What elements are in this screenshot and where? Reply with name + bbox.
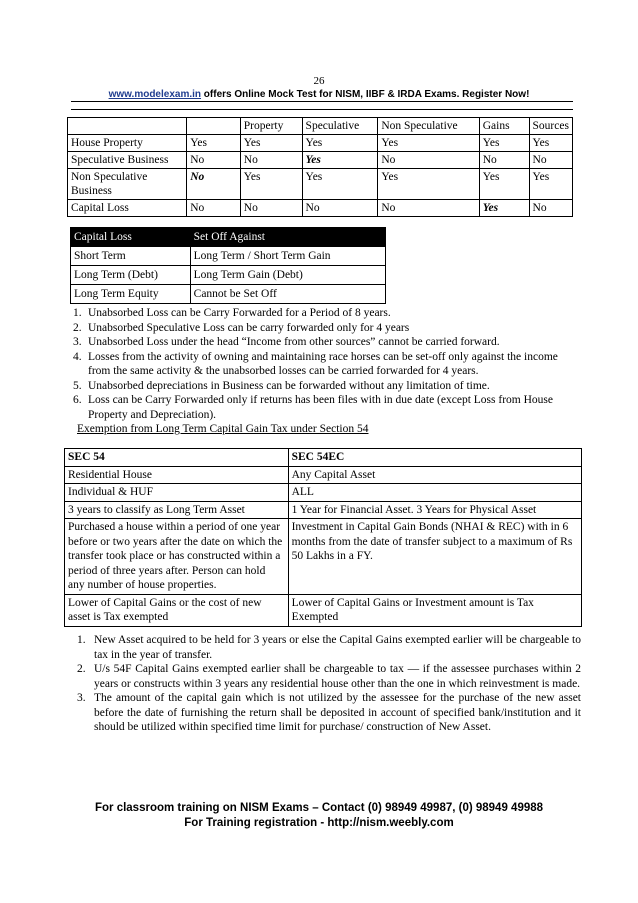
table-row xyxy=(65,466,582,484)
table-cell: Gains xyxy=(479,118,529,135)
table-cell: Yes xyxy=(378,135,479,152)
table-cell: Speculative Business xyxy=(68,152,187,169)
table-cell: 3 years to classify as Long Term Asset xyxy=(65,501,289,519)
table-cell: Long Term / Short Term Gain xyxy=(190,247,385,266)
table-header-row xyxy=(65,449,582,467)
list-item xyxy=(73,393,581,422)
table-row xyxy=(65,519,582,595)
table-cell: House Property xyxy=(68,135,187,152)
list-number: 1. xyxy=(77,634,86,646)
table-cell: Capital Loss xyxy=(68,200,187,217)
list-item xyxy=(73,335,581,350)
table-cell: Any Capital Asset xyxy=(288,466,581,484)
list-number: 6. xyxy=(73,394,82,406)
list-number: 5. xyxy=(73,379,82,392)
table-cell xyxy=(187,118,241,135)
table-cell: Long Term Equity xyxy=(71,285,191,304)
table-row xyxy=(65,484,582,502)
table-cell: Yes xyxy=(529,169,572,200)
table-cell: Yes xyxy=(240,135,302,152)
table-row xyxy=(71,266,386,285)
table-cell: Yes xyxy=(479,169,529,200)
table-cell: Yes xyxy=(378,169,479,200)
table-cell: Yes xyxy=(187,135,241,152)
list-text: Unabsorbed Loss under the head “Income from other sources” cannot be carried forward. xyxy=(88,336,500,348)
table-cell: Individual & HUF xyxy=(65,484,289,502)
list-item xyxy=(73,306,581,321)
table-header-row xyxy=(68,118,573,135)
table-cell: Speculative xyxy=(302,118,378,135)
table-row xyxy=(68,152,573,169)
table-cell: Lower of Capital Gains or Investment amount is Tax Exempted xyxy=(288,594,581,626)
section-54-table xyxy=(64,448,582,627)
table-cell: Investment in Capital Gain Bonds (NHAI & REC) with in 6 months from the date of transfer subject to a maximum of Rs 50 Lakhs in a FY. xyxy=(288,519,581,595)
list-number: 3. xyxy=(77,692,86,704)
list-item xyxy=(73,321,581,336)
table-row xyxy=(65,501,582,519)
table-cell: Yes xyxy=(302,135,378,152)
footer-contact: For classroom training on NISM Exams – Contact (0) 98949 49987, (0) 98949 49988 xyxy=(94,802,544,814)
table-cell: Long Term (Debt) xyxy=(71,266,191,285)
list-text: Loss can be Carry Forwarded only if returns has been files with in due date (except Loss from House Property and Depreciation). xyxy=(88,394,553,421)
table-cell: Long Term Gain (Debt) xyxy=(190,266,385,285)
set-off-table xyxy=(67,117,573,217)
table-cell: No xyxy=(479,152,529,169)
table-cell: No xyxy=(240,200,302,217)
list-text: Unabsorbed Speculative Loss can be carry forwarded only for 4 years xyxy=(88,321,410,334)
list-text: Unabsorbed depreciations in Business can be forwarded without any limitation of time. xyxy=(88,379,490,392)
table-row xyxy=(68,135,573,152)
header-divider xyxy=(71,101,573,110)
table-cell: Non Speculative Business xyxy=(68,169,187,200)
list-item xyxy=(73,662,581,691)
table-cell: No xyxy=(187,152,241,169)
list-number: 1. xyxy=(73,307,82,319)
table-cell: No xyxy=(302,200,378,217)
table-cell: 1 Year for Financial Asset. 3 Years for Physical Asset xyxy=(288,501,581,519)
carry-forward-rules-list xyxy=(73,306,581,422)
list-item xyxy=(73,350,581,379)
list-number: 2. xyxy=(73,321,82,334)
table-cell: Residential House xyxy=(65,466,289,484)
header-url-link[interactable]: www.modelexam.in xyxy=(108,89,202,100)
list-text: Unabsorbed Loss can be Carry Forwarded for a Period of 8 years. xyxy=(88,307,391,319)
table-row xyxy=(71,285,386,304)
list-item xyxy=(73,633,581,662)
table-cell: No xyxy=(378,200,479,217)
table-cell: Capital Loss xyxy=(71,228,191,247)
table-cell: SEC 54EC xyxy=(288,449,581,467)
list-item xyxy=(73,691,581,735)
table-cell: Lower of Capital Gains or the cost of new asset is Tax exempted xyxy=(65,594,289,626)
list-item xyxy=(73,379,581,394)
table-cell: Yes xyxy=(529,135,572,152)
table-cell: Yes xyxy=(479,135,529,152)
table-cell: No xyxy=(187,200,241,217)
footer-registration: For Training registration - http://nism.weebly.com xyxy=(184,817,454,829)
table-row xyxy=(68,169,573,200)
list-number: 4. xyxy=(73,350,82,363)
page-number: 26 xyxy=(313,75,325,87)
list-text: New Asset acquired to be held for 3 years or else the Capital Gains exempted earlier will be chargeable to tax in the year of transfer. xyxy=(94,634,581,661)
table-cell: No xyxy=(529,152,572,169)
table-cell: Set Off Against xyxy=(190,228,385,247)
table-cell: Yes xyxy=(479,200,529,217)
table-cell: SEC 54 xyxy=(65,449,289,467)
list-text: Losses from the activity of owning and maintaining race horses can be set-off only against the income from the same activity & the unabsorbed losses can be carried forwarded for 4 years. xyxy=(88,350,558,377)
table-cell: No xyxy=(240,152,302,169)
section-heading: Exemption from Long Term Capital Gain Tax under Section 54 xyxy=(77,423,369,435)
table-cell: Property xyxy=(240,118,302,135)
table-row xyxy=(71,247,386,266)
table-cell: Yes xyxy=(302,169,378,200)
capital-loss-table xyxy=(70,227,386,304)
list-text: The amount of the capital gain which is not utilized by the assessee for the purchase of the new asset before the date of furnishing the return shall be deposited in account of specified bank/institution and it should be utilized within specified time limit for purchase/ construction of New Asset. xyxy=(94,692,581,733)
table-cell: Non Speculative xyxy=(378,118,479,135)
table-cell: Yes xyxy=(240,169,302,200)
table-cell: Short Term xyxy=(71,247,191,266)
list-number: 3. xyxy=(73,336,82,348)
table-cell: Sources xyxy=(529,118,572,135)
table-cell xyxy=(68,118,187,135)
table-cell: Purchased a house within a period of one year before or two years after the date on which the transfer took place or has constructed within a period of three years after. Person can hold any number of house properties. xyxy=(65,519,289,595)
capital-gains-notes-list xyxy=(73,633,581,735)
table-row xyxy=(68,200,573,217)
table-cell: Yes xyxy=(302,152,378,169)
table-cell: ALL xyxy=(288,484,581,502)
list-number: 2. xyxy=(77,663,86,675)
table-cell: Cannot be Set Off xyxy=(190,285,385,304)
list-text: U/s 54F Capital Gains exempted earlier shall be chargeable to tax — if the assessee purchases within 2 years or constructs within 3 years any residential house other than the one in which reinvestment is made. xyxy=(94,663,581,690)
header-banner xyxy=(0,89,638,100)
table-row xyxy=(65,594,582,626)
table-header-row xyxy=(71,228,386,247)
table-cell: No xyxy=(529,200,572,217)
table-cell: No xyxy=(187,169,241,200)
table-cell: No xyxy=(378,152,479,169)
header-text: offers Online Mock Test for NISM, IIBF & IRDA Exams. Register Now! xyxy=(201,89,530,100)
